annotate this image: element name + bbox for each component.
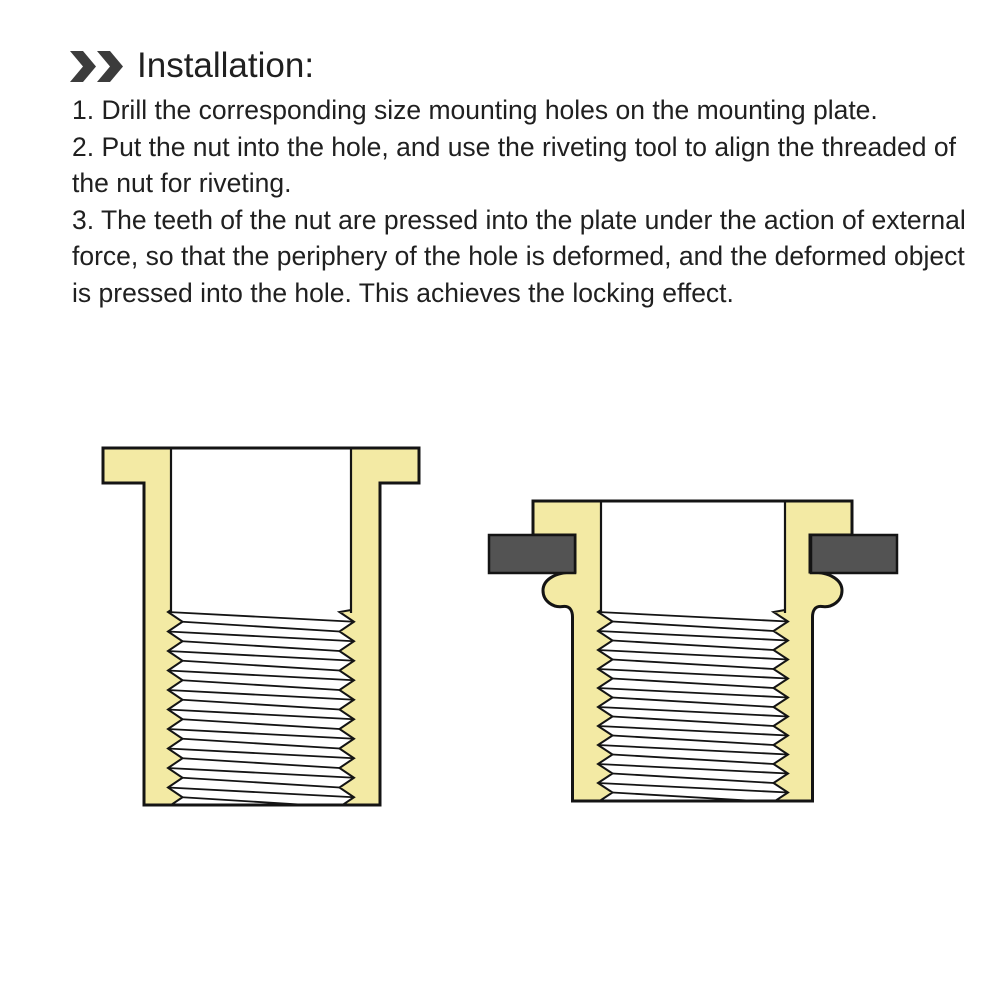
mounting-plate-left <box>489 535 575 573</box>
instruction-line: 3. The teeth of the nut are pressed into the plate under the action of external <box>72 204 966 235</box>
instruction-line: 2. Put the nut into the hole, and use the riveting tool to align the threaded of <box>72 131 956 162</box>
instruction-line: 1. Drill the corresponding size mounting holes on the mounting plate. <box>72 95 878 125</box>
rivet-nut-diagram-before <box>103 448 419 817</box>
instruction-line: the nut for riveting. <box>72 168 292 198</box>
double-chevron-right-icon <box>70 51 124 82</box>
instructions-block <box>72 92 967 311</box>
rivet-nut-diagram-after <box>489 501 897 813</box>
instruction-line: is pressed into the hole. This achieves the locking effect. <box>72 277 734 308</box>
nut-threads-after <box>598 503 788 814</box>
instruction-line: force, so that the periphery of the hole is deformed, and the deformed object <box>72 241 965 271</box>
section-header <box>70 46 314 86</box>
nut-threads-before <box>168 450 354 818</box>
mounting-plate-right <box>811 535 897 573</box>
page-title: Installation: <box>137 46 315 85</box>
